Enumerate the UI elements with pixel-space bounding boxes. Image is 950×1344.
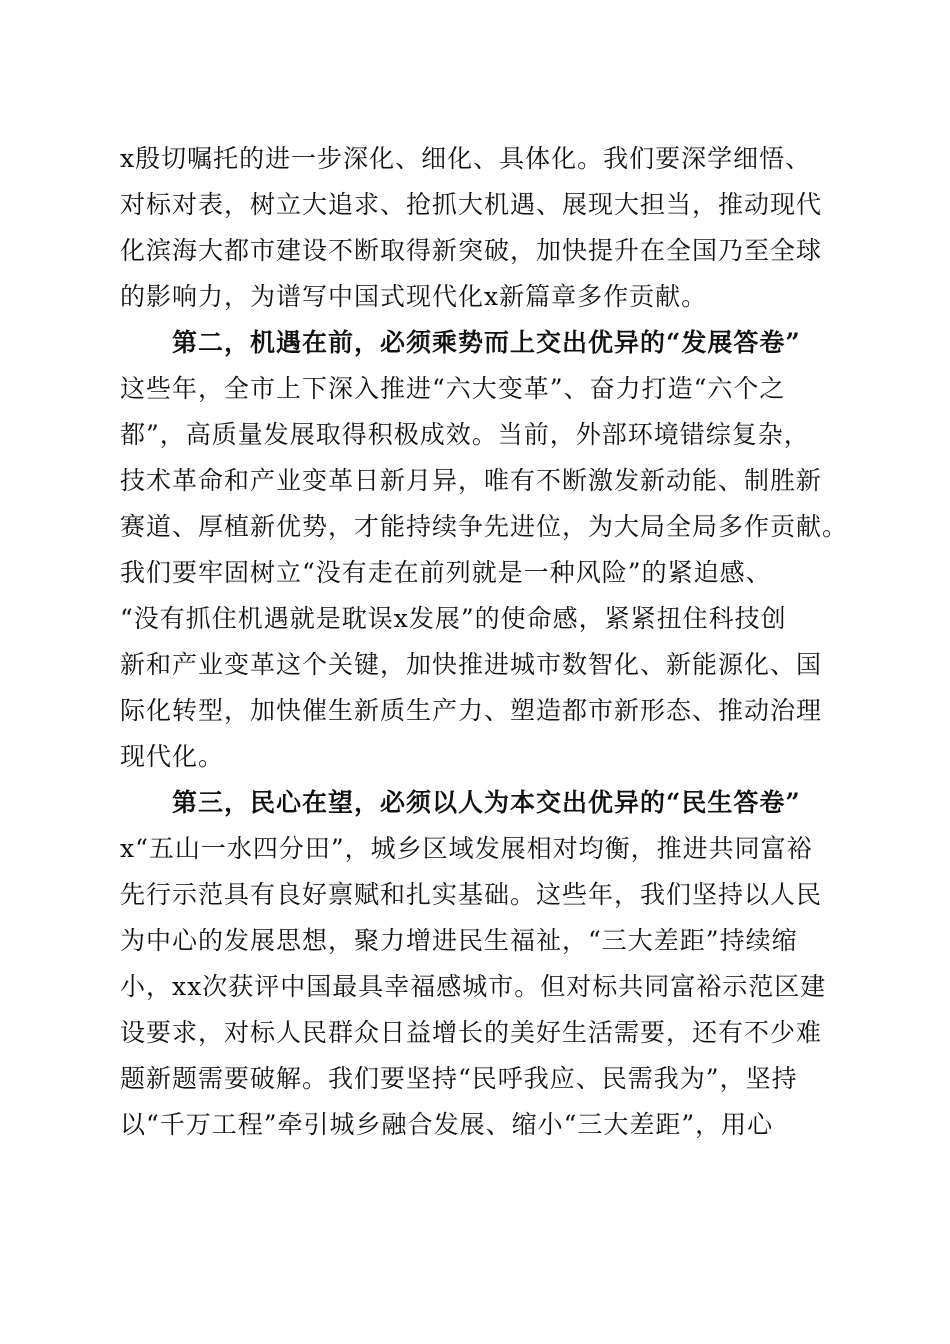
paragraph-line: 我们要牢固树立“没有走在前列就是一种风险”的紧迫感、 [120,558,772,587]
paragraph-line: 都”，高质量发展取得积极成效。当前，外部环境错综复杂， [120,420,810,449]
paragraph-line: 化滨海大都市建设不断取得新突破，加快提升在全国乃至全球 [120,236,823,265]
paragraph-line: 小，xx次获评中国最具幸福感城市。但对标共同富裕示范区建 [120,972,827,1001]
paragraph-line: 赛道、厚植新优势，才能持续争先进位，为大局全局多作贡献。 [120,512,849,541]
paragraph-line: 以“千万工程”牵引城乡融合发展、缩小“三大差距”，用心 [120,1110,774,1139]
paragraph-line: 技术革命和产业变革日新月异，唯有不断激发新动能、制胜新 [120,466,823,495]
paragraph-line: 际化转型，加快催生新质生产力、塑造都市新形态、推动治理 [120,696,823,725]
paragraph-line: 先行示范具有良好禀赋和扎实基础。这些年，我们坚持以人民 [120,880,823,909]
paragraph-line: 的影响力，为谱写中国式现代化x新篇章多作贡献。 [120,282,708,311]
paragraph-line: x“五山一水四分田”，城乡区域发展相对均衡，推进共同富裕 [120,834,813,863]
paragraph-line: 新和产业变革这个关键，加快推进城市数智化、新能源化、国 [120,650,823,679]
paragraph-line: 为中心的发展思想，聚力增进民生福祉，“三大差距”持续缩 [120,926,798,955]
paragraph-line: 题新题需要破解。我们要坚持“民呼我应、民需我为”，坚持 [120,1064,798,1093]
section-heading-2: 第二，机遇在前，必须乘势而上交出优异的“发展答卷” [172,328,801,357]
paragraph-line: “没有抓住机遇就是耽误x发展”的使命感，紧紧扭住科技创 [120,604,787,633]
paragraph-line: x殷切嘱托的进一步深化、细化、具体化。我们要深学细悟、 [120,144,812,173]
paragraph-line: 设要求，对标人民群众日益增长的美好生活需要，还有不少难 [120,1018,823,1047]
paragraph-line: 这些年，全市上下深入推进“六大变革”、奋力打造“六个之 [120,374,786,403]
section-heading-3: 第三，民心在望，必须以人为本交出优异的“民生答卷” [172,788,801,817]
paragraph-line: 对标对表，树立大追求、抢抓大机遇、展现大担当，推动现代 [120,190,823,219]
paragraph-line: 现代化。 [120,742,225,771]
